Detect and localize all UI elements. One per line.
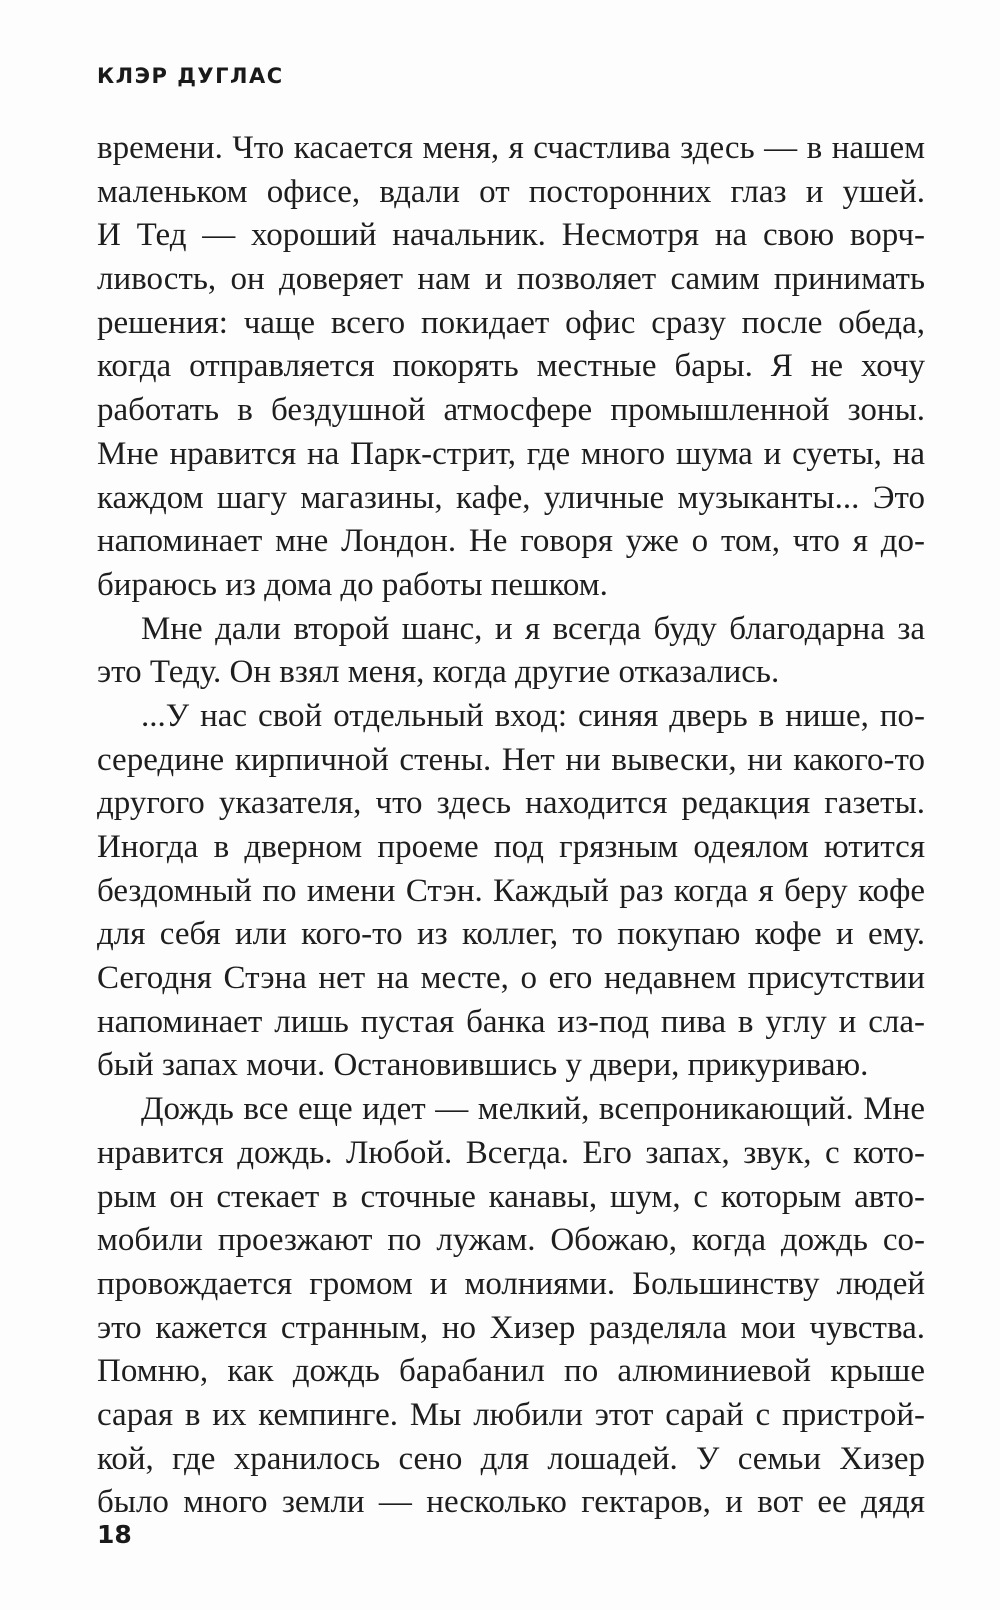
text-line: мобили проезжают по лужам. Обожаю, когда дождь со-	[97, 1222, 925, 1259]
text-line: ливость, он доверяет нам и позволяет самим принимать	[97, 261, 925, 298]
text-line: было много земли — несколько гектаров, и вот ее дядя	[97, 1484, 925, 1521]
body-text	[97, 127, 925, 1525]
text-line: времени. Что касается меня, я счастлива здесь — в нашем	[97, 130, 925, 166]
text-line: Иногда в дверном проеме под грязным одеялом ютится	[97, 829, 925, 865]
text-line: провождается громом и молниями. Большинству людей	[97, 1265, 925, 1302]
text-line: работать в бездушной атмосфере промышленной зоны.	[97, 392, 925, 429]
text-line: Помню, как дождь барабанил по алюминиевой крыше	[97, 1353, 925, 1390]
text-line: И Тед — хороший начальник. Несмотря на свою ворч-	[97, 217, 925, 254]
text-line: нравится дождь. Любой. Всегда. Его запах, звук, с кото-	[97, 1134, 925, 1171]
text-line: когда отправляется покорять местные бары. Я не хочу	[97, 348, 925, 385]
running-head: КЛЭР ДУГЛАС	[97, 64, 284, 88]
text-line: Дождь все еще идет — мелкий, всепроникающий. Мне	[141, 1091, 925, 1128]
text-line: напоминает лишь пустая банка из-под пива в углу и сла-	[97, 1003, 925, 1040]
text-line: рым он стекает в сточные канавы, шум, с которым авто-	[97, 1178, 925, 1215]
text-line: другого указателя, что здесь находится редакция газеты.	[97, 785, 925, 822]
page-number: 18	[97, 1520, 132, 1549]
text-line: бездомный по имени Стэн. Каждый раз когда я беру кофе	[97, 872, 925, 909]
text-line: середине кирпичной стены. Нет ни вывески, ни какого-то	[97, 741, 925, 778]
text-line: Сегодня Стэна нет на месте, о его недавнем присутствии	[97, 960, 925, 997]
text-line: ...У нас свой отдельный вход: синяя дверь в нише, по-	[141, 697, 925, 734]
text-line: для себя или кого-то из коллег, то покупаю кофе и ему.	[97, 916, 925, 953]
text-line: сарая в их кемпинге. Мы любили этот сарай с пристрой-	[97, 1396, 925, 1433]
text-line: напоминает мне Лондон. Не говоря уже о том, что я до-	[97, 523, 925, 560]
text-line: бираюсь из дома до работы пешком.	[97, 566, 608, 603]
text-line: каждом шагу магазины, кафе, уличные музыканты... Это	[97, 479, 925, 516]
text-line: маленьком офисе, вдали от посторонних глаз и ушей.	[97, 173, 925, 210]
text-line: Мне дали второй шанс, и я всегда буду благодарна за	[141, 610, 925, 647]
text-line: бый запах мочи. Остановившись у двери, прикуриваю.	[97, 1047, 869, 1084]
text-line: Мне нравится на Парк-стрит, где много шума и суеты, на	[97, 435, 925, 472]
text-line: это кажется странным, но Хизер разделяла мои чувства.	[97, 1309, 925, 1346]
text-line: решения: чаще всего покидает офис сразу после обеда,	[97, 304, 925, 341]
text-line: это Теду. Он взял меня, когда другие отказались.	[97, 654, 780, 691]
text-line: кой, где хранилось сено для лошадей. У семьи Хизер	[97, 1440, 925, 1477]
